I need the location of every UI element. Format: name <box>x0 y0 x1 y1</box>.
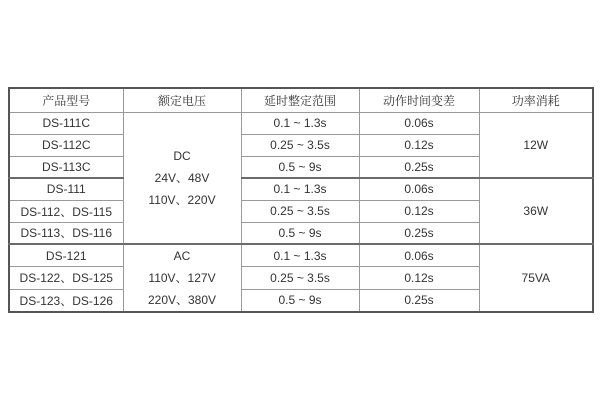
column-header-delay-range: 延时整定范围 <box>241 88 359 112</box>
cell-power: 36W <box>479 178 593 244</box>
cell-delay-range: 0.5 ~ 9s <box>241 156 359 178</box>
cell-model: DS-122、DS-125 <box>9 267 123 290</box>
cell-model: DS-111 <box>9 178 123 200</box>
table-row <box>9 244 593 267</box>
header-row <box>9 88 593 112</box>
table-row <box>9 112 593 134</box>
cell-model: DS-112C <box>9 134 123 156</box>
cell-model: DS-123、DS-126 <box>9 289 123 312</box>
product-spec-table <box>8 87 594 313</box>
cell-delay-range: 0.1 ~ 1.3s <box>241 112 359 134</box>
cell-delay-range: 0.25 ~ 3.5s <box>241 200 359 222</box>
cell-time-variation: 0.06s <box>359 178 479 200</box>
cell-delay-range: 0.1 ~ 1.3s <box>241 244 359 267</box>
cell-model: DS-113、DS-116 <box>9 222 123 244</box>
cell-voltage-dc <box>123 112 241 244</box>
cell-time-variation: 0.25s <box>359 222 479 244</box>
cell-time-variation: 0.12s <box>359 134 479 156</box>
cell-delay-range: 0.25 ~ 3.5s <box>241 134 359 156</box>
cell-model: DS-121 <box>9 244 123 267</box>
cell-time-variation: 0.12s <box>359 200 479 222</box>
column-header-time-variation: 动作时间变差 <box>359 88 479 112</box>
cell-model: DS-113C <box>9 156 123 178</box>
column-header-model: 产品型号 <box>9 88 123 112</box>
table-row <box>9 178 593 200</box>
cell-power: 12W <box>479 112 593 178</box>
cell-delay-range: 0.1 ~ 1.3s <box>241 178 359 200</box>
cell-power: 75VA <box>479 244 593 312</box>
column-header-rated-voltage: 额定电压 <box>123 88 241 112</box>
cell-time-variation: 0.06s <box>359 112 479 134</box>
voltage-line: DC <box>173 148 191 163</box>
cell-time-variation: 0.06s <box>359 244 479 267</box>
cell-model: DS-112、DS-115 <box>9 200 123 222</box>
voltage-line: 110V、127V <box>148 271 216 285</box>
voltage-line: 24V、48V <box>154 170 210 185</box>
voltage-line: 110V、220V <box>148 192 216 207</box>
cell-delay-range: 0.5 ~ 9s <box>241 289 359 312</box>
cell-time-variation: 0.25s <box>359 289 479 312</box>
cell-time-variation: 0.25s <box>359 156 479 178</box>
voltage-line: AC <box>173 249 191 263</box>
cell-voltage-ac <box>123 244 241 312</box>
voltage-line: 220V、380V <box>147 293 217 307</box>
cell-delay-range: 0.25 ~ 3.5s <box>241 267 359 290</box>
column-header-power-consumption: 功率消耗 <box>479 88 593 112</box>
cell-time-variation: 0.12s <box>359 267 479 290</box>
cell-model: DS-111C <box>9 112 123 134</box>
cell-delay-range: 0.5 ~ 9s <box>241 222 359 244</box>
